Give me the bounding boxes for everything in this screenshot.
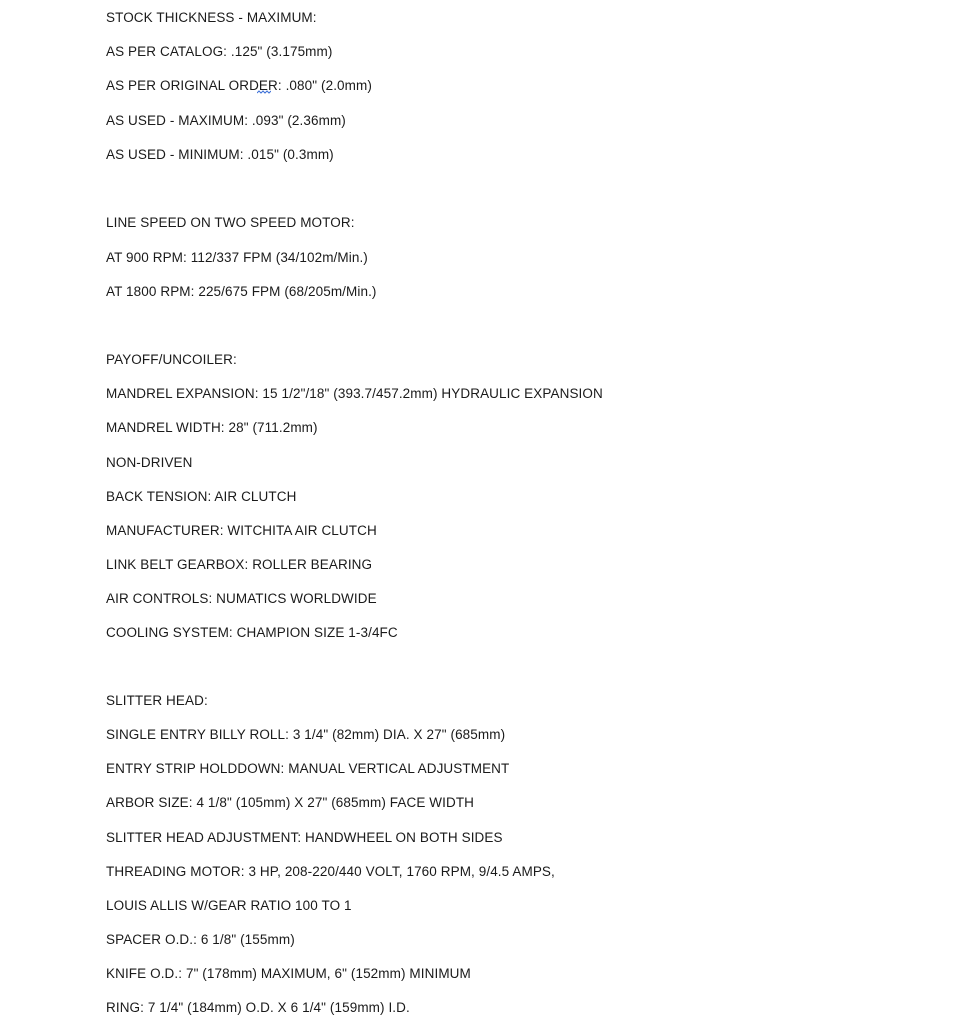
speed-1800-rpm-line: AT 1800 RPM: 225/675 FPM (68/205m/Min.) [106, 284, 377, 299]
non-driven-line: NON-DRIVEN [106, 455, 193, 470]
catalog-thickness-line: AS PER CATALOG: .125" (3.175mm) [106, 44, 333, 59]
squiggle-underline-icon [257, 90, 271, 95]
billy-roll-line: SINGLE ENTRY BILLY ROLL: 3 1/4" (82mm) DIA. X 27" (685mm) [106, 727, 506, 742]
mandrel-width-line: MANDREL WIDTH: 28" (711.2mm) [106, 420, 318, 435]
speed-900-rpm-line: AT 900 RPM: 112/337 FPM (34/102m/Min.) [106, 250, 368, 265]
threading-motor-line: THREADING MOTOR: 3 HP, 208-220/440 VOLT, 1760 RPM, 9/4.5 AMPS, [106, 864, 555, 879]
mandrel-expansion-line: MANDREL EXPANSION: 15 1/2"/18" (393.7/457.2mm) HYDRAULIC EXPANSION [106, 386, 603, 401]
strip-holddown-line: ENTRY STRIP HOLDDOWN: MANUAL VERTICAL ADJUSTMENT [106, 761, 510, 776]
slitter-head-heading: SLITTER HEAD: [106, 693, 208, 708]
original-order-thickness-text: AS PER ORIGINAL ORDER: .080" (2.0mm) [106, 78, 372, 93]
used-minimum-line: AS USED - MINIMUM: .015" (0.3mm) [106, 147, 334, 162]
slitter-adjustment-line: SLITTER HEAD ADJUSTMENT: HANDWHEEL ON BOTH SIDES [106, 830, 503, 845]
used-maximum-line: AS USED - MAXIMUM: .093" (2.36mm) [106, 113, 346, 128]
arbor-size-line: ARBOR SIZE: 4 1/8" (105mm) X 27" (685mm) FACE WIDTH [106, 795, 475, 810]
air-controls-line: AIR CONTROLS: NUMATICS WORLDWIDE [106, 591, 377, 606]
spacer-od-line: SPACER O.D.: 6 1/8" (155mm) [106, 932, 295, 947]
manufacturer-line: MANUFACTURER: WITCHITA AIR CLUTCH [106, 523, 377, 538]
gearbox-line: LINK BELT GEARBOX: ROLLER BEARING [106, 557, 373, 572]
ring-size-line: RING: 7 1/4" (184mm) O.D. X 6 1/4" (159mm) I.D. [106, 1000, 410, 1015]
payoff-uncoiler-heading: PAYOFF/UNCOILER: [106, 352, 237, 367]
gear-ratio-line: LOUIS ALLIS W/GEAR RATIO 100 TO 1 [106, 898, 352, 913]
knife-od-line: KNIFE O.D.: 7" (178mm) MAXIMUM, 6" (152mm) MINIMUM [106, 966, 471, 981]
stock-thickness-heading: STOCK THICKNESS - MAXIMUM: [106, 10, 317, 25]
back-tension-line: BACK TENSION: AIR CLUTCH [106, 489, 297, 504]
cooling-system-line: COOLING SYSTEM: CHAMPION SIZE 1-3/4FC [106, 625, 398, 640]
original-order-thickness-line [106, 77, 372, 95]
line-speed-heading: LINE SPEED ON TWO SPEED MOTOR: [106, 215, 355, 230]
